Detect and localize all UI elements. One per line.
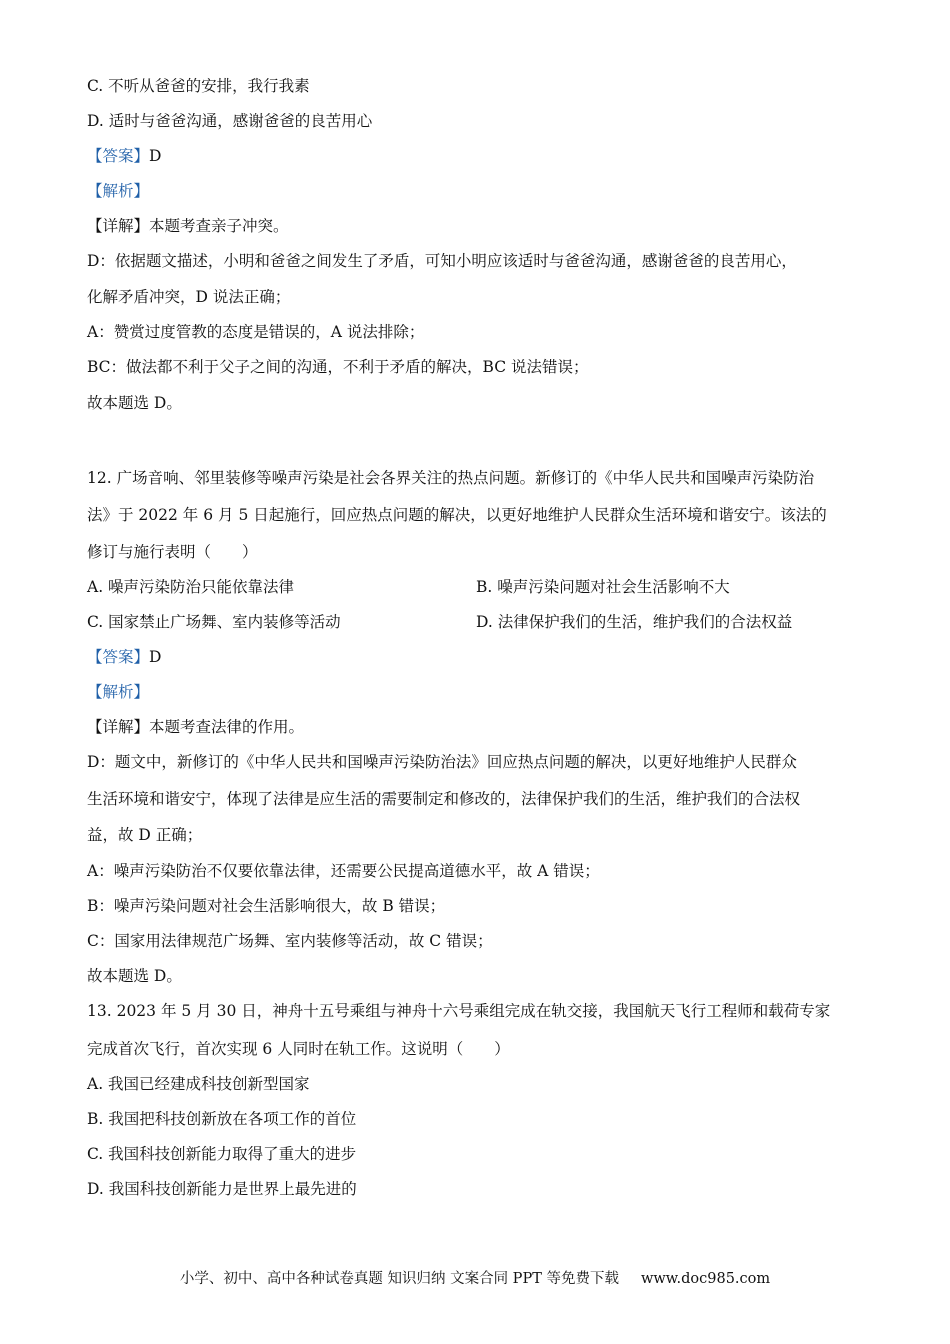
q11-option-d: D. 适时与爸爸沟通，感谢爸爸的良苦用心 xyxy=(87,112,373,130)
q13-option-d: D. 我国科技创新能力是世界上最先进的 xyxy=(87,1180,357,1198)
q11-detail: 【详解】本题考查亲子冲突。 xyxy=(87,217,289,235)
q13-option-a: A. 我国已经建成科技创新型国家 xyxy=(87,1075,310,1093)
q12-detail: 【详解】本题考查法律的作用。 xyxy=(87,718,305,736)
answer-value: D xyxy=(149,648,162,666)
q11-explain-line: 化解矛盾冲突，D 说法正确； xyxy=(87,288,291,306)
q11-explain-line: 故本题选 D。 xyxy=(87,394,182,412)
q12-option-b: B. 噪声污染问题对社会生活影响不大 xyxy=(476,578,730,596)
q11-explain-line: BC：做法都不利于父子之间的沟通，不利于矛盾的解决，BC 说法错误； xyxy=(87,358,589,376)
q12-explain-line: D：题文中，新修订的《中华人民共和国噪声污染防治法》回应热点问题的解决，以更好地维护人民群众 xyxy=(87,753,797,771)
answer-value: D xyxy=(149,147,162,165)
q11-option-c: C. 不听从爸爸的安排，我行我素 xyxy=(87,77,310,95)
q12-explain-line: C：国家用法律规范广场舞、室内装修等活动，故 C 错误； xyxy=(87,932,493,950)
q12-stem-line: 修订与施行表明（ ） xyxy=(87,543,258,561)
q13-stem-line: 13. 2023 年 5 月 30 日，神舟十五号乘组与神舟十六号乘组完成在轨交接，我国航天飞行工程师和载荷专家 xyxy=(87,1002,831,1020)
q12-analysis-label: 【解析】 xyxy=(87,683,150,701)
q11-explain-line: A：赞赏过度管教的态度是错误的，A 说法排除； xyxy=(87,323,425,341)
footer-text: 小学、初中、高中各种试卷真题 知识归纳 文案合同 PPT 等免费下载 xyxy=(179,1271,619,1287)
answer-label: 【答案】 xyxy=(87,648,150,666)
q12-explain-line: B：噪声污染问题对社会生活影响很大，故 B 错误； xyxy=(87,897,446,915)
q12-option-d: D. 法律保护我们的生活，维护我们的合法权益 xyxy=(476,613,793,631)
q12-stem-line: 法》于 2022 年 6 月 5 日起施行，回应热点问题的解决，以更好地维护人民群众生活环境和谐安宁。该法的 xyxy=(87,506,827,524)
q12-explain-line: A：噪声污染防治不仅要依靠法律，还需要公民提高道德水平，故 A 错误； xyxy=(87,862,600,880)
q11-answer xyxy=(87,145,161,167)
q12-stem-line: 12. 广场音响、邻里装修等噪声污染是社会各界关注的热点问题。新修订的《中华人民共和国噪声污染防治 xyxy=(87,469,815,487)
page-footer xyxy=(0,1268,950,1290)
q13-stem-line: 完成首次飞行，首次实现 6 人同时在轨工作。这说明（ ） xyxy=(87,1040,510,1058)
q11-explain-line: D：依据题文描述，小明和爸爸之间发生了矛盾，可知小明应该适时与爸爸沟通，感谢爸爸的良苦用心， xyxy=(87,252,797,270)
q13-option-b: B. 我国把科技创新放在各项工作的首位 xyxy=(87,1110,357,1128)
q12-answer xyxy=(87,646,161,668)
q12-option-c: C. 国家禁止广场舞、室内装修等活动 xyxy=(87,613,341,631)
q12-explain-line: 生活环境和谐安宁，体现了法律是应生活的需要制定和修改的，法律保护我们的生活，维护我们的合法权 xyxy=(87,790,801,808)
q12-explain-line: 故本题选 D。 xyxy=(87,967,182,985)
q11-analysis-label: 【解析】 xyxy=(87,182,150,200)
q12-explain-line: 益，故 D 正确； xyxy=(87,826,203,844)
q13-option-c: C. 我国科技创新能力取得了重大的进步 xyxy=(87,1145,357,1163)
footer-url[interactable]: www.doc985.com xyxy=(640,1271,771,1287)
q12-option-a: A. 噪声污染防治只能依靠法律 xyxy=(87,578,295,596)
answer-label: 【答案】 xyxy=(87,147,150,165)
